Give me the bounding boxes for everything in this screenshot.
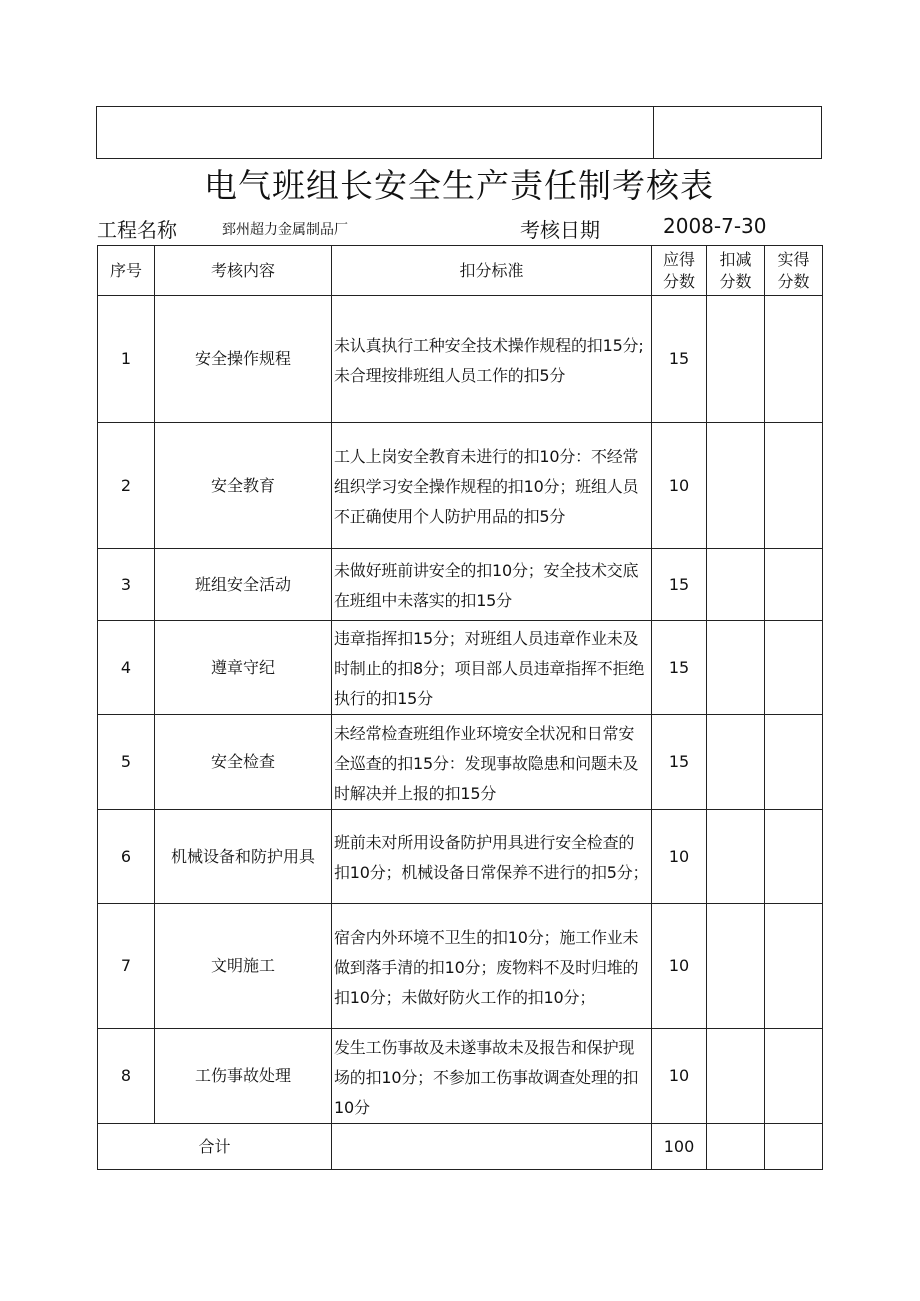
row-standard: 发生工伤事故及未遂事故未及报告和保护现场的扣10分；不参加工伤事故调查处理的扣10分 (332, 1029, 652, 1124)
header-score-line1: 应得 (662, 249, 695, 269)
row-deduct-cell (707, 549, 765, 621)
table-total-row (98, 1124, 823, 1170)
row-score: 15 (652, 621, 707, 715)
row-score: 15 (652, 715, 707, 810)
row-score: 10 (652, 810, 707, 904)
row-no: 5 (98, 715, 155, 810)
row-score: 10 (652, 1029, 707, 1124)
header-actual (765, 246, 823, 296)
row-content: 安全教育 (155, 423, 332, 549)
header-deduct (707, 246, 765, 296)
row-deduct-cell (707, 296, 765, 423)
row-actual-cell (765, 423, 823, 549)
row-no: 3 (98, 549, 155, 621)
row-no: 8 (98, 1029, 155, 1124)
header-no: 序号 (98, 246, 155, 296)
row-content: 安全操作规程 (155, 296, 332, 423)
total-standard-cell (332, 1124, 652, 1170)
total-actual-cell (765, 1124, 823, 1170)
row-content: 遵章守纪 (155, 621, 332, 715)
document-title: 电气班组长安全生产责任制考核表 (204, 166, 714, 205)
row-standard: 未做好班前讲安全的扣10分；安全技术交底在班组中未落实的扣15分 (332, 549, 652, 621)
row-actual-cell (765, 715, 823, 810)
header-deduct-line1: 扣减 (719, 249, 752, 269)
assessment-table (97, 245, 823, 1170)
row-deduct-cell (707, 621, 765, 715)
total-label: 合计 (98, 1124, 332, 1170)
header-score (652, 246, 707, 296)
row-content: 班组安全活动 (155, 549, 332, 621)
row-content: 文明施工 (155, 904, 332, 1029)
project-name-value: 郅州超力金属制品厂 (222, 222, 348, 238)
row-standard: 班前未对所用设备防护用具进行安全检查的扣10分；机械设备日常保养不进行的扣5分； (332, 810, 652, 904)
row-deduct-cell (707, 904, 765, 1029)
header-score-line2: 分数 (662, 271, 695, 291)
row-standard: 工人上岗安全教育未进行的扣10分：不经常组织学习安全操作规程的扣10分；班组人员不正确使用个人防护用品的扣5分 (332, 423, 652, 549)
table-row (98, 296, 823, 423)
table-row (98, 1029, 823, 1124)
assessment-date-value: 2008-7-30 (663, 214, 767, 238)
row-actual-cell (765, 549, 823, 621)
table-row (98, 810, 823, 904)
header-standard: 扣分标准 (332, 246, 652, 296)
table-row (98, 549, 823, 621)
row-actual-cell (765, 621, 823, 715)
row-deduct-cell (707, 423, 765, 549)
total-score: 100 (652, 1124, 707, 1170)
assessment-date-label: 考核日期 (520, 218, 600, 242)
row-score: 15 (652, 549, 707, 621)
row-actual-cell (765, 904, 823, 1029)
table-row (98, 621, 823, 715)
row-no: 4 (98, 621, 155, 715)
row-score: 15 (652, 296, 707, 423)
header-deduct-line2: 分数 (719, 271, 752, 291)
row-actual-cell (765, 810, 823, 904)
row-actual-cell (765, 1029, 823, 1124)
row-deduct-cell (707, 810, 765, 904)
table-row (98, 715, 823, 810)
row-no: 2 (98, 423, 155, 549)
row-score: 10 (652, 423, 707, 549)
row-content: 机械设备和防护用具 (155, 810, 332, 904)
row-no: 6 (98, 810, 155, 904)
header-actual-line1: 实得 (777, 249, 810, 269)
header-content: 考核内容 (155, 246, 332, 296)
table-header-row (98, 246, 823, 296)
row-actual-cell (765, 296, 823, 423)
row-no: 7 (98, 904, 155, 1029)
project-name-label: 工程名称 (97, 218, 177, 242)
row-standard: 宿舍内外环境不卫生的扣10分；施工作业未做到落手清的扣10分；废物料不及时归堆的扣10分；未做好防火工作的扣10分； (332, 904, 652, 1029)
row-content: 安全检查 (155, 715, 332, 810)
header-box (96, 106, 822, 159)
row-standard: 未认真执行工种安全技术操作规程的扣15分;未合理按排班组人员工作的扣5分 (332, 296, 652, 423)
row-content: 工伤事故处理 (155, 1029, 332, 1124)
header-box-divider (653, 107, 654, 158)
table-row (98, 904, 823, 1029)
row-score: 10 (652, 904, 707, 1029)
row-deduct-cell (707, 715, 765, 810)
row-standard: 违章指挥扣15分；对班组人员违章作业未及时制止的扣8分；项目部人员违章指挥不拒绝执行的扣15分 (332, 621, 652, 715)
total-deduct-cell (707, 1124, 765, 1170)
row-no: 1 (98, 296, 155, 423)
row-deduct-cell (707, 1029, 765, 1124)
header-actual-line2: 分数 (777, 271, 810, 291)
row-standard: 未经常检查班组作业环境安全状况和日常安全巡查的扣15分：发现事故隐患和问题未及时解决并上报的扣15分 (332, 715, 652, 810)
table-row (98, 423, 823, 549)
